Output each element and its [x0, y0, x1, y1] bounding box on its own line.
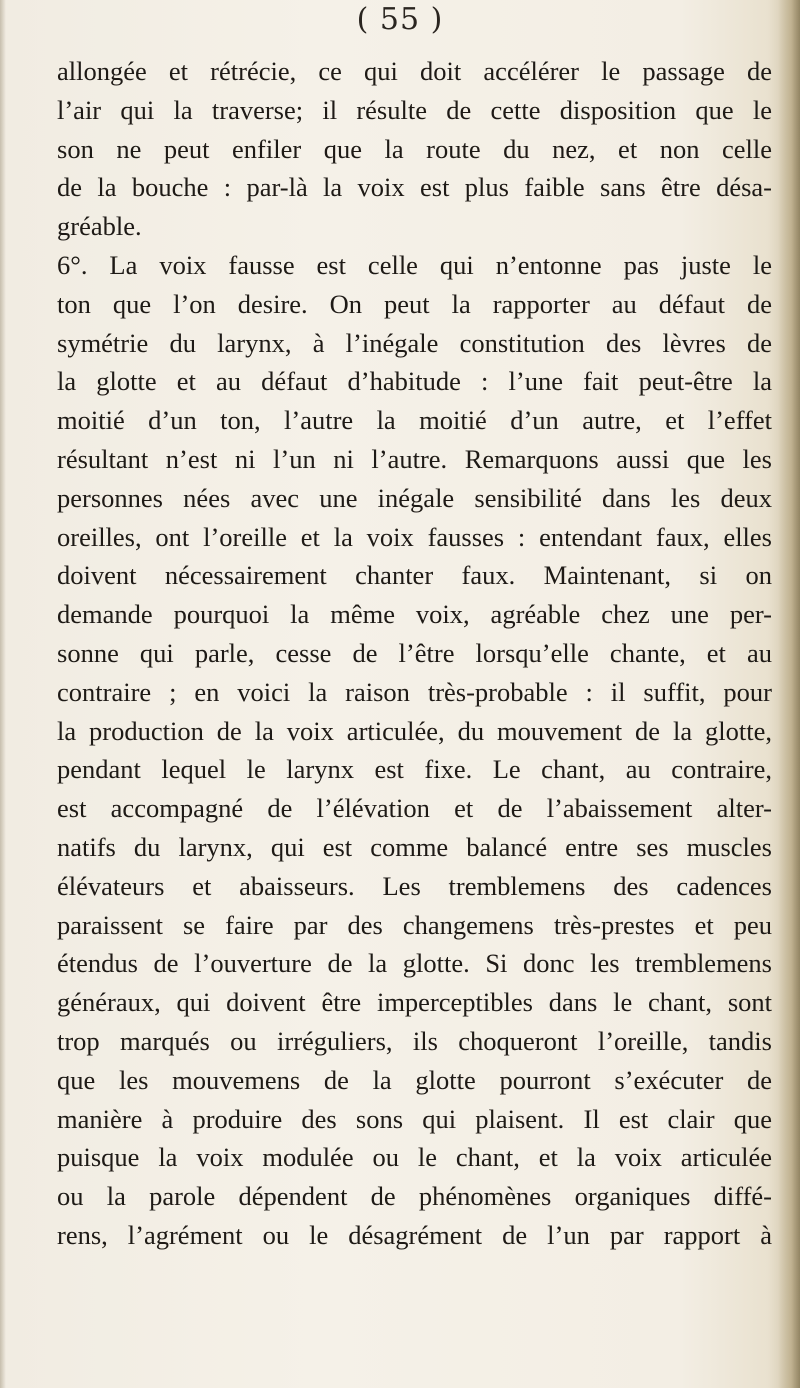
- page-left-edge-shadow: [0, 0, 6, 1388]
- text-line: élévateurs et abaisseurs. Les tremblemens des cadences: [57, 870, 772, 901]
- text-line: que les mouvemens de la glotte pourront s’exécuter de: [57, 1064, 772, 1095]
- text-line: résultant n’est ni l’un ni l’autre. Remarquons aussi que les: [57, 443, 772, 474]
- text-line: sonne qui parle, cesse de l’être lorsqu’elle chante, et au: [57, 637, 772, 668]
- text-line: de la bouche : par-là la voix est plus faible sans être désa-: [57, 172, 772, 203]
- text-line: ou la parole dépendent de phénomènes organiques diffé-: [57, 1181, 772, 1212]
- text-line: pendant lequel le larynx est fixe. Le chant, au contraire,: [57, 754, 772, 785]
- text-line: son ne peut enfiler que la route du nez, et non celle: [57, 133, 772, 164]
- text-line: est accompagné de l’élévation et de l’abaissement alter-: [57, 793, 772, 824]
- text-line: demande pourquoi la même voix, agréable chez une per-: [57, 599, 772, 630]
- text-line: la production de la voix articulée, du mouvement de la glotte,: [57, 715, 772, 746]
- text-line: l’air qui la traverse; il résulte de cette disposition que le: [57, 94, 772, 125]
- page-number: ( 55 ): [356, 2, 444, 37]
- text-line: symétrie du larynx, à l’inégale constitution des lèvres de: [57, 327, 772, 358]
- text-line: trop marqués ou irréguliers, ils choqueront l’oreille, tandis: [57, 1025, 772, 1056]
- text-line: personnes nées avec une inégale sensibilité dans les deux: [57, 482, 772, 513]
- text-line: ton que l’on desire. On peut la rapporter au défaut de: [57, 288, 772, 319]
- text-line-paragraph-start: 6°. La voix fausse est celle qui n’entonne pas juste le: [57, 249, 772, 280]
- text-line: étendus de l’ouverture de la glotte. Si donc les tremblemens: [57, 948, 772, 979]
- text-line-paragraph-end: gréable.: [57, 211, 142, 242]
- text-line: contraire ; en voici la raison très-probable : il suffit, pour: [57, 676, 772, 707]
- text-line: puisque la voix modulée ou le chant, et la voix articulée: [57, 1142, 772, 1173]
- text-line: natifs du larynx, qui est comme balancé entre ses muscles: [57, 831, 772, 862]
- text-line: manière à produire des sons qui plaisent. Il est clair que: [57, 1103, 772, 1134]
- text-line: oreilles, ont l’oreille et la voix fausses : entendant faux, elles: [57, 521, 772, 552]
- text-line: doivent nécessairement chanter faux. Maintenant, si on: [57, 560, 772, 591]
- text-line: rens, l’agrément ou le désagrément de l’un par rapport à: [57, 1219, 772, 1250]
- text-line: généraux, qui doivent être imperceptibles dans le chant, sont: [57, 987, 772, 1018]
- text-line: allongée et rétrécie, ce qui doit accélérer le passage de: [57, 56, 772, 86]
- body-text: [57, 52, 772, 1255]
- text-line: paraissent se faire par des changemens très-prestes et peu: [57, 909, 772, 940]
- text-line: la glotte et au défaut d’habitude : l’une fait peut-être la: [57, 366, 772, 397]
- text-line: moitié d’un ton, l’autre la moitié d’un autre, et l’effet: [57, 405, 772, 436]
- page-right-edge-shadow: [778, 0, 800, 1388]
